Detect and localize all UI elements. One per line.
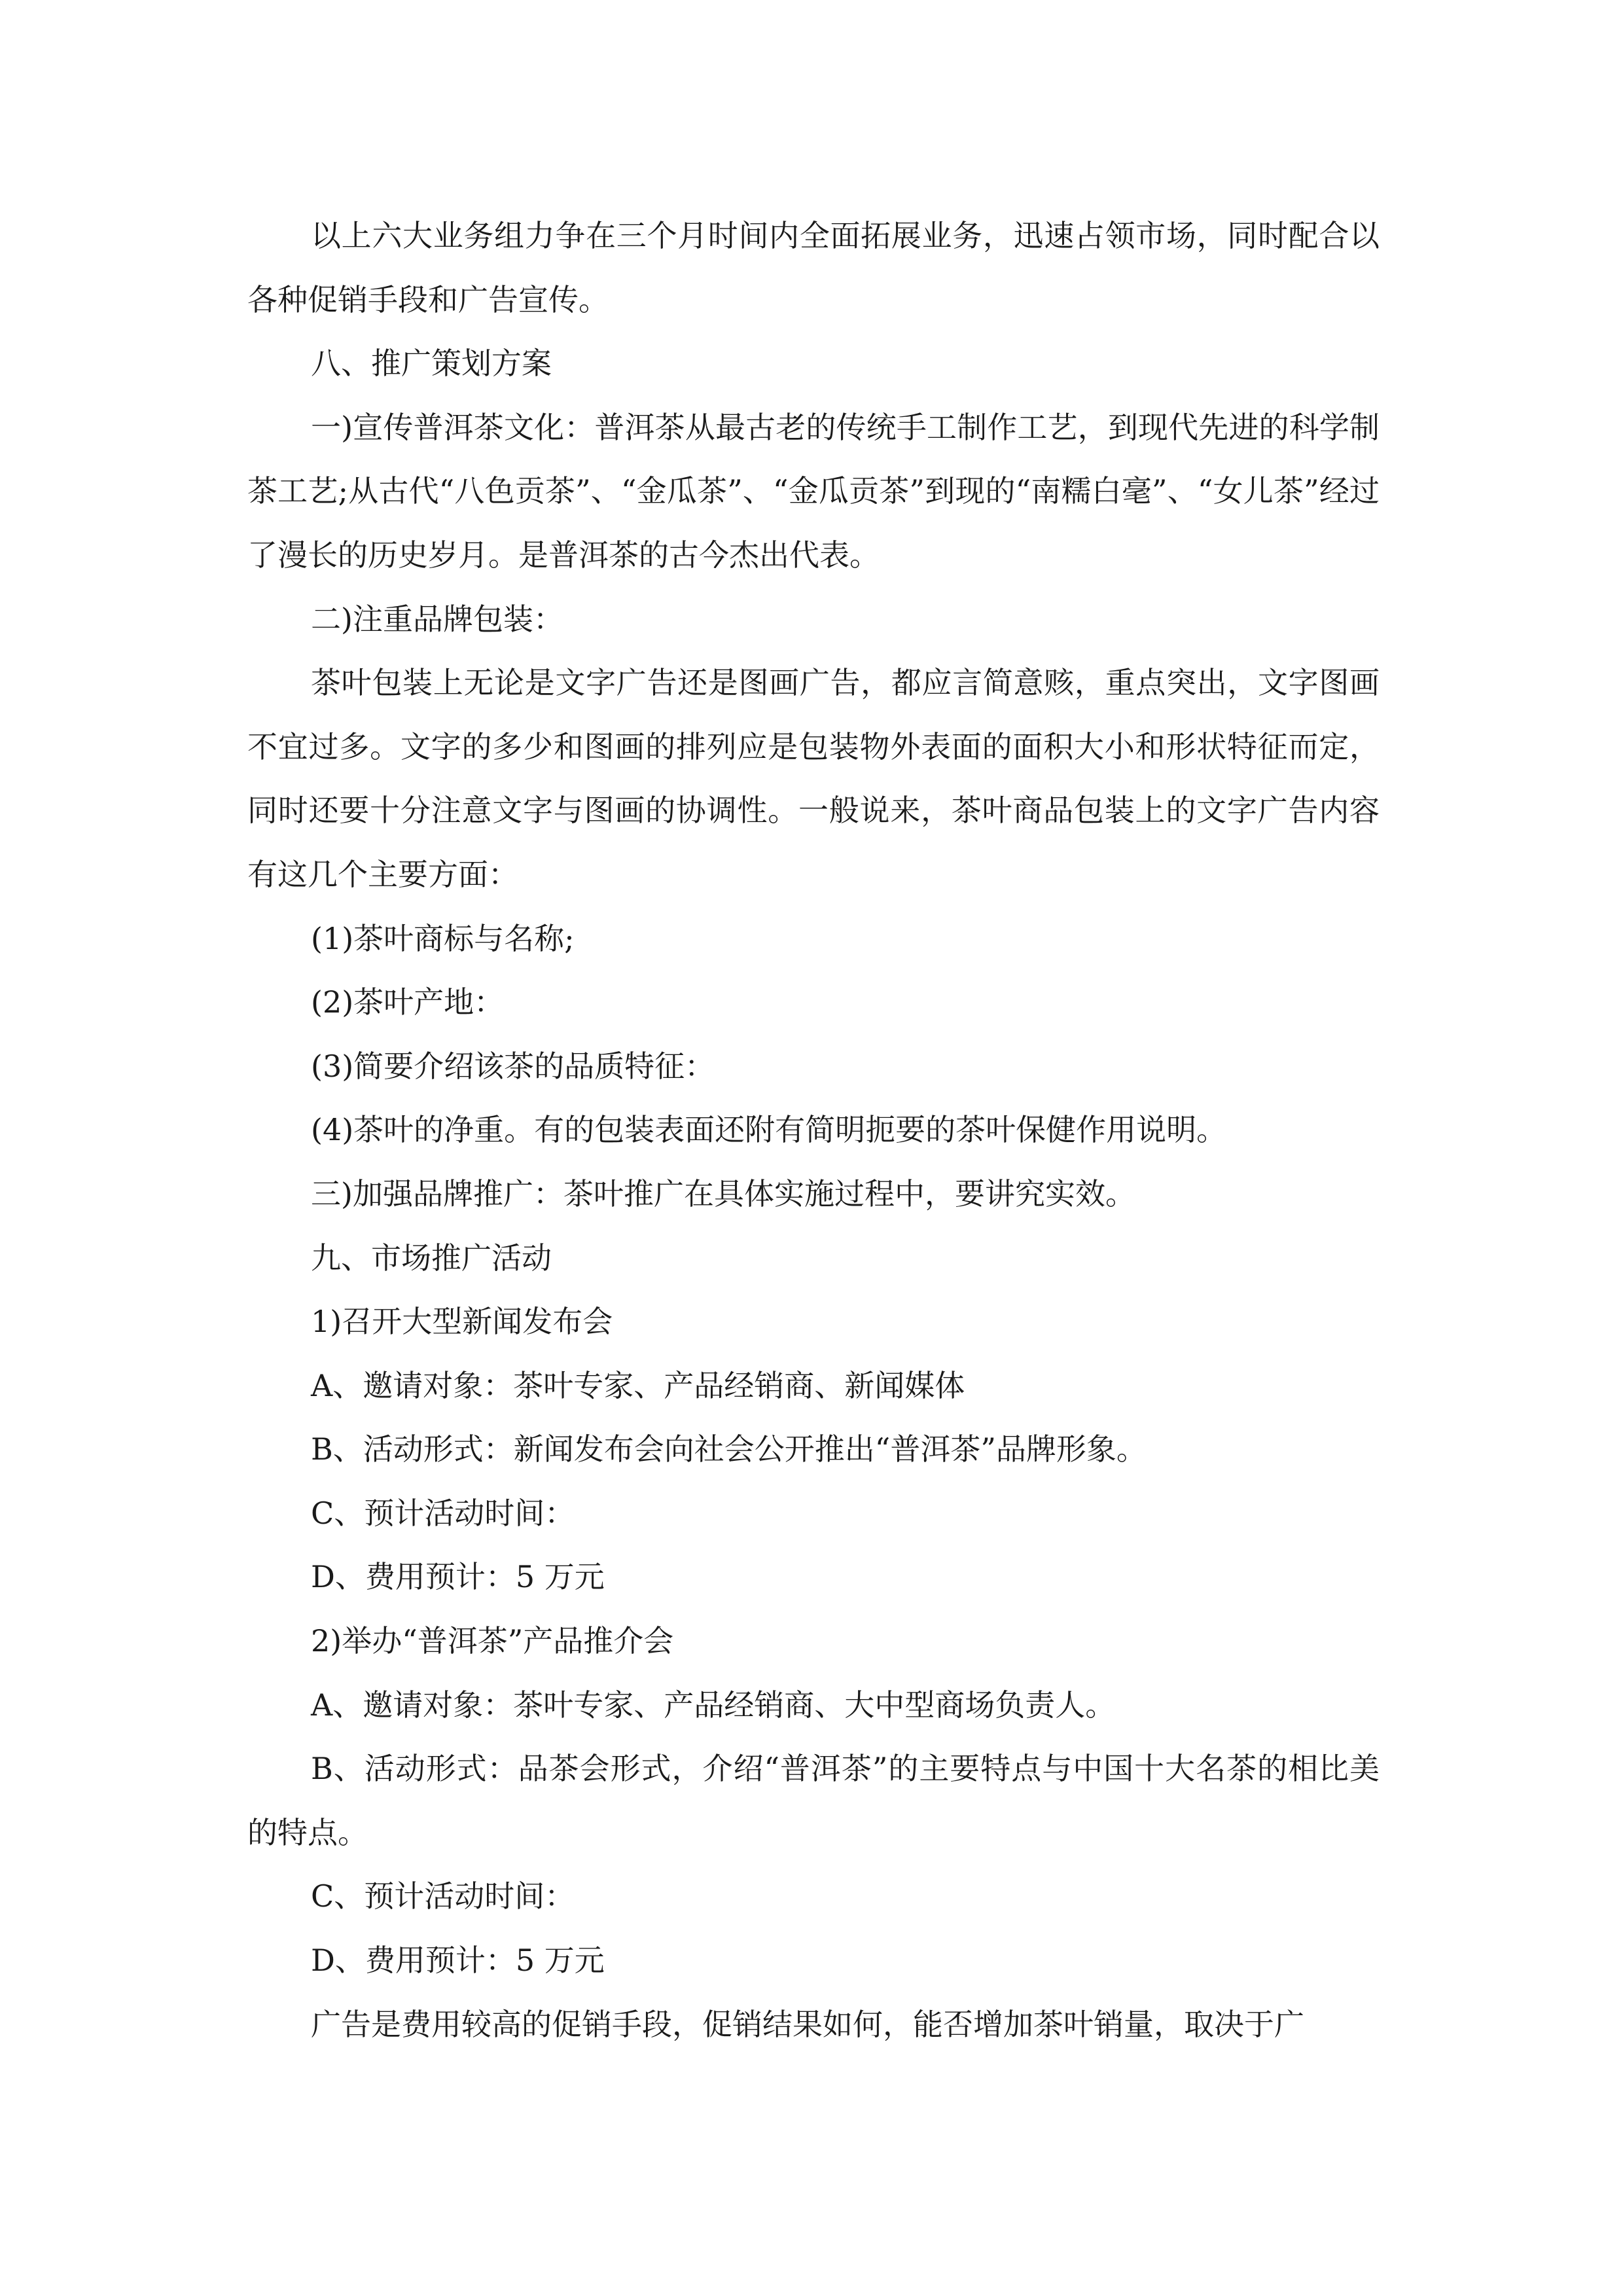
activity-product-launch: 2)举办“普洱茶”产品推介会 bbox=[311, 1623, 674, 1659]
list-item-quality: (3)简要介绍该茶的品质特征： bbox=[311, 1048, 715, 1084]
paragraph-advertising-cost: 广告是费用较高的促销手段，促销结果如何，能否增加茶叶销量，取决于广 bbox=[311, 2006, 1304, 2042]
activity-2-cost: D、费用预计：5 万元 bbox=[311, 1943, 605, 1979]
document-body bbox=[247, 204, 1380, 2056]
heading-brand-packaging: 二)注重品牌包装： bbox=[311, 601, 563, 637]
activity-1-format: B、活动形式：新闻发布会向社会公开推出“普洱茶”品牌形象。 bbox=[311, 1431, 1147, 1467]
paragraph-brand-promotion: 三)加强品牌推广：茶叶推广在具体实施过程中，要讲究实效。 bbox=[311, 1175, 1135, 1211]
activity-2-format: B、活动形式：品茶会形式，介绍“普洱茶”的主要特点与中国十大名茶的相比美的特点。 bbox=[247, 1751, 1380, 1850]
activity-2-invitees: A、邀请对象：茶叶专家、产品经销商、大中型商场负责人。 bbox=[311, 1687, 1116, 1723]
activity-1-invitees: A、邀请对象：茶叶专家、产品经销商、新闻媒体 bbox=[311, 1367, 965, 1403]
activity-press-conference: 1)召开大型新闻发布会 bbox=[311, 1304, 613, 1340]
heading-promotion-plan: 八、推广策划方案 bbox=[311, 346, 552, 382]
activity-2-time: C、预计活动时间： bbox=[311, 1878, 575, 1914]
list-item-origin: (2)茶叶产地： bbox=[311, 984, 505, 1020]
list-item-net-weight: (4)茶叶的净重。有的包装表面还附有简明扼要的茶叶保健作用说明。 bbox=[311, 1112, 1227, 1148]
heading-market-activities: 九、市场推广活动 bbox=[311, 1240, 552, 1276]
activity-1-time: C、预计活动时间： bbox=[311, 1495, 575, 1531]
paragraph-packaging-advice: 茶叶包装上无论是文字广告还是图画广告，都应言简意赅，重点突出，文字图画不宜过多。文字的多少和图画的排列应是包装物外表面的面积大小和形状特征而定，同时还要十分注意文字与图画的协调性。一般说来，茶叶商品包装上的文字广告内容有这几个主要方面： bbox=[247, 665, 1380, 892]
activity-1-cost: D、费用预计：5 万元 bbox=[311, 1559, 605, 1595]
paragraph-business-groups: 以上六大业务组力争在三个月时间内全面拓展业务，迅速占领市场，同时配合以各种促销手段和广告宣传。 bbox=[247, 218, 1380, 317]
list-item-trademark: (1)茶叶商标与名称; bbox=[311, 920, 575, 956]
paragraph-tea-culture: 一)宣传普洱茶文化：普洱茶从最古老的传统手工制作工艺，到现代先进的科学制茶工艺;从古代“八色贡茶”、“金瓜茶”、“金瓜贡茶”到现的“南糯白毫”、“女儿茶”经过了漫长的历史岁月。是普洱茶的古今杰出代表。 bbox=[247, 409, 1380, 573]
